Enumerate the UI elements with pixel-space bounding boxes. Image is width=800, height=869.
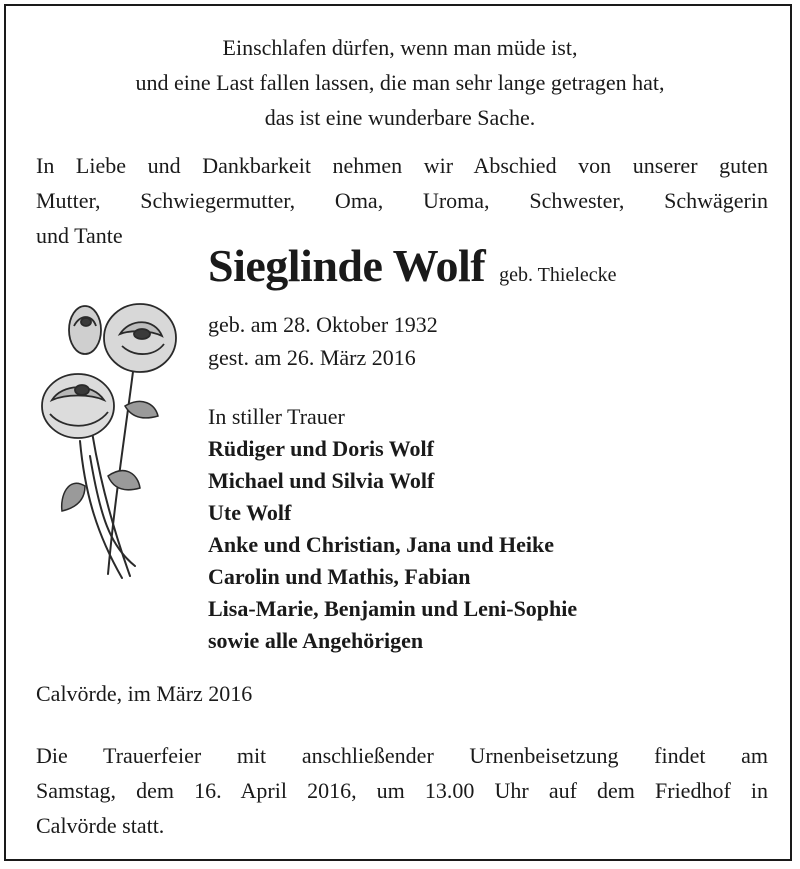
mourner-line: Michael und Silvia Wolf	[208, 468, 435, 493]
intro-line: Mutter, Schwiegermutter, Oma, Uroma, Schwester, Schwägerin	[36, 188, 768, 213]
mourner-line: Ute Wolf	[208, 500, 292, 525]
mourner-line: sowie alle Angehörigen	[208, 628, 424, 653]
intro-line: In Liebe und Dankbarkeit nehmen wir Abschied von unserer guten	[36, 153, 768, 178]
mourning-heading: In stiller Trauer	[208, 404, 345, 429]
mourner-line: Carolin und Mathis, Fabian	[208, 564, 471, 589]
deceased-name: Sieglinde Wolf	[208, 240, 486, 291]
intro-line: und Tante	[36, 223, 123, 248]
mourning-block	[208, 401, 577, 657]
ceremony-text	[36, 738, 768, 843]
roses-illustration-icon	[30, 296, 180, 586]
life-dates	[208, 308, 438, 374]
mourner-line: Rüdiger und Doris Wolf	[208, 436, 434, 461]
ceremony-line: Die Trauerfeier mit anschließender Urnenbeisetzung findet am	[36, 743, 768, 768]
ceremony-line: Calvörde statt.	[36, 813, 165, 838]
mourner-line: Lisa-Marie, Benjamin und Leni-Sophie	[208, 596, 578, 621]
poem	[0, 30, 800, 135]
deceased-name-row	[208, 238, 617, 294]
poem-line: Einschlafen dürfen, wenn man müde ist,	[222, 35, 578, 60]
birth-date: geb. am 28. Oktober 1932	[208, 312, 438, 337]
poem-line: das ist eine wunderbare Sache.	[264, 105, 536, 130]
poem-line: und eine Last fallen lassen, die man sehr lange getragen hat,	[135, 70, 665, 95]
place-date: Calvörde, im März 2016	[36, 681, 253, 706]
mourner-line: Anke und Christian, Jana und Heike	[208, 532, 554, 557]
maiden-name: geb. Thielecke	[499, 264, 617, 286]
death-date: gest. am 26. März 2016	[208, 345, 416, 370]
ceremony-line: Samstag, dem 16. April 2016, um 13.00 Uhr auf dem Friedhof in	[36, 778, 768, 803]
